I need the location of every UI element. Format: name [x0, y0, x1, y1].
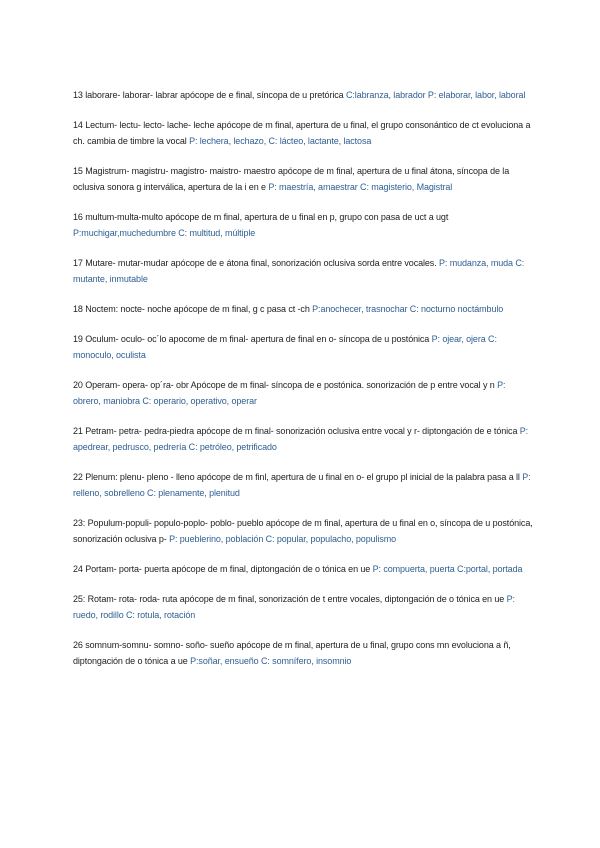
entry-18 [73, 301, 533, 317]
entry-text: 19 Oculum- oculo- oc´lo apocome de m final- apertura de final en o- síncopa de u postónica [73, 334, 432, 344]
entry-17 [73, 255, 533, 287]
etymology-list [73, 87, 533, 683]
derived-words: P: relleno, sobrelleno C: plenamente, plenitud [73, 472, 531, 498]
derived-words: P: ojear, ojera C: monoculo, oculista [73, 334, 497, 360]
entry-text: 20 Operam- opera- op´ra- obr Apócope de m final- síncopa de e postónica. sonorización de p entre vocal y n [73, 380, 498, 390]
entry-19 [73, 331, 533, 363]
derived-words: P: mudanza, muda C: mutante, inmutable [73, 258, 525, 284]
entry-15 [73, 163, 533, 195]
entry-text: 25: Rotam- rota- roda- ruta apócope de m final, sonorización de t entre vocales, diptongación de o tónica en ue [73, 594, 507, 604]
derived-words: P:soñar, ensueño C: somnífero, insomnio [190, 656, 352, 666]
derived-words: P: ruedo, rodillo C: rotula, rotación [73, 594, 515, 620]
derived-words: C:labranza, labrador P: elaborar, labor, laboral [345, 90, 526, 100]
entry-13 [73, 87, 533, 103]
entry-text: 22 Plenum: plenu- pleno - lleno apócope de m finl, apertura de u final en o- el grupo pl inicial de la palabra pasa a ll [73, 472, 523, 482]
entry-text: 15 Magistrum- magistru- magistro- maistro- maestro apócope de m final, apertura de u final átona, síncopa de la oclusiva sonora g interválica, apertura de la i en e [73, 166, 510, 192]
entry-21 [73, 423, 533, 455]
derived-words: P:anochecer, trasnochar C: nocturno noctámbulo [312, 304, 504, 314]
derived-words: P: compuerta, puerta C:portal, portada [372, 564, 523, 574]
entry-text: 16 multum-multa-multo apócope de m final, apertura de u final en p, grupo con pasa de uct a ugt [73, 212, 449, 222]
entry-23 [73, 515, 533, 547]
derived-words: P: maestría, amaestrar C: magisterio, Magistral [268, 182, 453, 192]
entry-text: 13 laborare- laborar- labrar apócope de e final, síncopa de u pretórica [73, 90, 346, 100]
derived-words: P: lechera, lechazo, C: lácteo, lactante, lactosa [189, 136, 372, 146]
entry-16 [73, 209, 533, 241]
entry-24 [73, 561, 533, 577]
entry-25 [73, 591, 533, 623]
entry-text: 26 somnum-somnu- somno- soño- sueño apócope de m final, apertura de u final, grupo cons mn evoluciona a ñ, diptongación de o tónica a ue [73, 640, 511, 666]
derived-words: P: apedrear, pedrusco, pedrería C: petróleo, petrificado [73, 426, 529, 452]
entry-text: 18 Noctem: nocte- noche apócope de m final, g c pasa ct -ch [73, 304, 313, 314]
entry-22 [73, 469, 533, 501]
entry-26 [73, 637, 533, 669]
entry-20 [73, 377, 533, 409]
entry-text: 21 Petram- petra- pedra-piedra apócope de m final- sonorización oclusiva entre vocal y r- diptongación de e tónica [73, 426, 520, 436]
entry-14 [73, 117, 533, 149]
entry-text: 23: Populum-populi- populo-poplo- poblo- pueblo apócope de m final, apertura de u final en o, síncopa de u postónica, sonorización oclusiva p- [73, 518, 533, 544]
derived-words: P: pueblerino, población C: popular, populacho, populismo [169, 534, 397, 544]
entry-text: 24 Portam- porta- puerta apócope de m final, diptongación de o tónica en ue [73, 564, 373, 574]
entry-text: 14 Lectum- lectu- lecto- lache- leche apócope de m final, apertura de u final, el grupo consonántico de ct evoluciona a ch. cambia de timbre la vocal [73, 120, 531, 146]
entry-text: 17 Mutare- mutar-mudar apócope de e átona final, sonorización oclusiva sorda entre vocales. [73, 258, 440, 268]
derived-words: P: obrero, maniobra C: operario, operativo, operar [73, 380, 506, 406]
derived-words: P:muchigar,muchedumbre C: multitud, múltiple [73, 228, 256, 238]
